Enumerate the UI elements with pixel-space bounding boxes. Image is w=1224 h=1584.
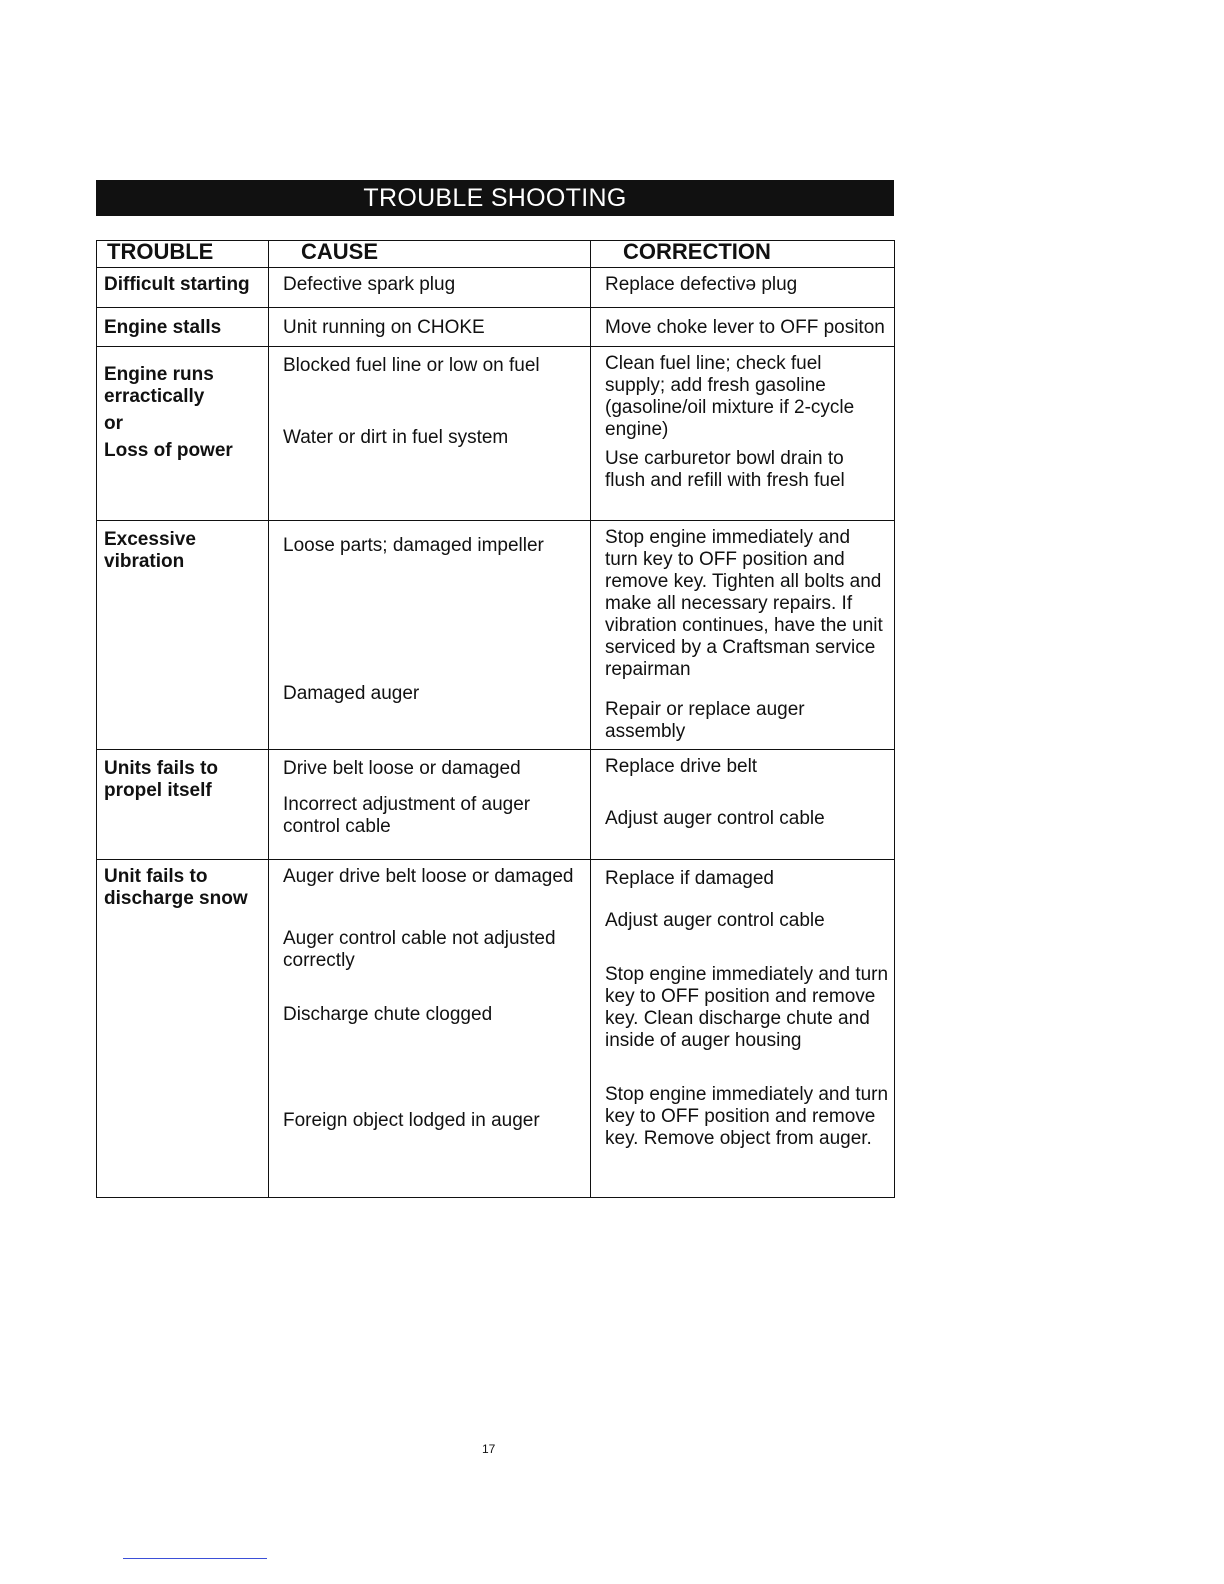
table-row [97, 860, 895, 1198]
trouble-cell [97, 521, 269, 750]
correction-text: Replace if damaged [605, 868, 774, 889]
correction-text: Move choke lever to OFF positon [605, 317, 885, 338]
trouble-text: Unit fails to [104, 866, 208, 887]
page-number: 17 [482, 1442, 496, 1456]
correction-cell [591, 308, 895, 347]
trouble-text: or [104, 413, 123, 434]
trouble-text: discharge snow [104, 888, 248, 909]
trouble-text: Loss of power [104, 440, 233, 461]
correction-text: Replace defectivə plug [605, 274, 798, 295]
correction-text: Use carburetor bowl drain to flush and refill with fresh fuel [605, 448, 845, 491]
trouble-text: Difficult starting [104, 274, 250, 295]
cause-cell [269, 347, 591, 521]
correction-text: Stop engine immediately and turn key to OFF position and remove key. Tighten all bolts and make all necessary repairs. If vibration continues, have the unit serviced by a Craftsman service repairman [605, 527, 883, 680]
cause-cell [269, 308, 591, 347]
table-row [97, 347, 895, 521]
trouble-text: vibration [104, 551, 185, 572]
cause-text: Discharge chute clogged [283, 1004, 493, 1025]
trouble-text: erractically [104, 386, 205, 407]
cause-cell [269, 860, 591, 1198]
table-row [97, 308, 895, 347]
correction-cell [591, 860, 895, 1198]
cause-text: Unit running on CHOKE [283, 317, 485, 338]
table-row [97, 521, 895, 750]
cause-text: Loose parts; damaged impeller [283, 535, 544, 556]
correction-text: Adjust auger control cable [605, 808, 825, 829]
cause-text: Defective spark plug [283, 274, 456, 295]
correction-text: Stop engine immediately and turn key to OFF position and remove key. Remove object from auger. [605, 1084, 889, 1149]
cause-cell [269, 521, 591, 750]
cause-cell [269, 268, 591, 308]
trouble-cell [97, 268, 269, 308]
header-trouble: TROUBLE [97, 241, 269, 268]
trouble-shooting-table [96, 240, 895, 1198]
footer-rule [123, 1558, 267, 1559]
cause-cell [269, 750, 591, 860]
cause-text: Foreign object lodged in auger [283, 1110, 540, 1131]
correction-text: Stop engine immediately and turn key to OFF position and remove key. Clean discharge chute and inside of auger housing [605, 964, 889, 1051]
trouble-cell [97, 750, 269, 860]
trouble-cell [97, 308, 269, 347]
correction-text: Clean fuel line; check fuel supply; add fresh gasoline (gasoline/oil mixture if 2-cycle engine) [605, 353, 855, 440]
trouble-cell [97, 860, 269, 1198]
cause-text: Auger drive belt loose or damaged [283, 866, 574, 887]
correction-cell [591, 347, 895, 521]
trouble-text: propel itself [104, 780, 212, 801]
trouble-text: Engine runs [104, 364, 214, 385]
trouble-text: Excessive [104, 529, 196, 550]
correction-text: Repair or replace auger assembly [605, 699, 805, 742]
correction-text: Adjust auger control cable [605, 910, 825, 931]
table-row [97, 268, 895, 308]
trouble-cell [97, 347, 269, 521]
correction-cell [591, 750, 895, 860]
correction-cell [591, 268, 895, 308]
cause-text: Drive belt loose or damaged [283, 758, 521, 779]
correction-text: Replace drive belt [605, 756, 758, 777]
cause-text: Auger control cable not adjusted correctly [283, 928, 556, 971]
page-title-banner [96, 180, 894, 216]
table-header-row [97, 241, 895, 268]
cause-text: Blocked fuel line or low on fuel [283, 355, 540, 376]
correction-cell [591, 521, 895, 750]
page-title: TROUBLE SHOOTING [363, 183, 627, 212]
cause-text: Damaged auger [283, 683, 420, 704]
cause-text: Incorrect adjustment of auger control cable [283, 794, 531, 837]
header-cause: CAUSE [269, 241, 591, 268]
trouble-text: Units fails to [104, 758, 219, 779]
table-row [97, 750, 895, 860]
header-correction: CORRECTION [591, 241, 895, 268]
cause-text: Water or dirt in fuel system [283, 427, 509, 448]
trouble-text: Engine stalls [104, 317, 222, 338]
